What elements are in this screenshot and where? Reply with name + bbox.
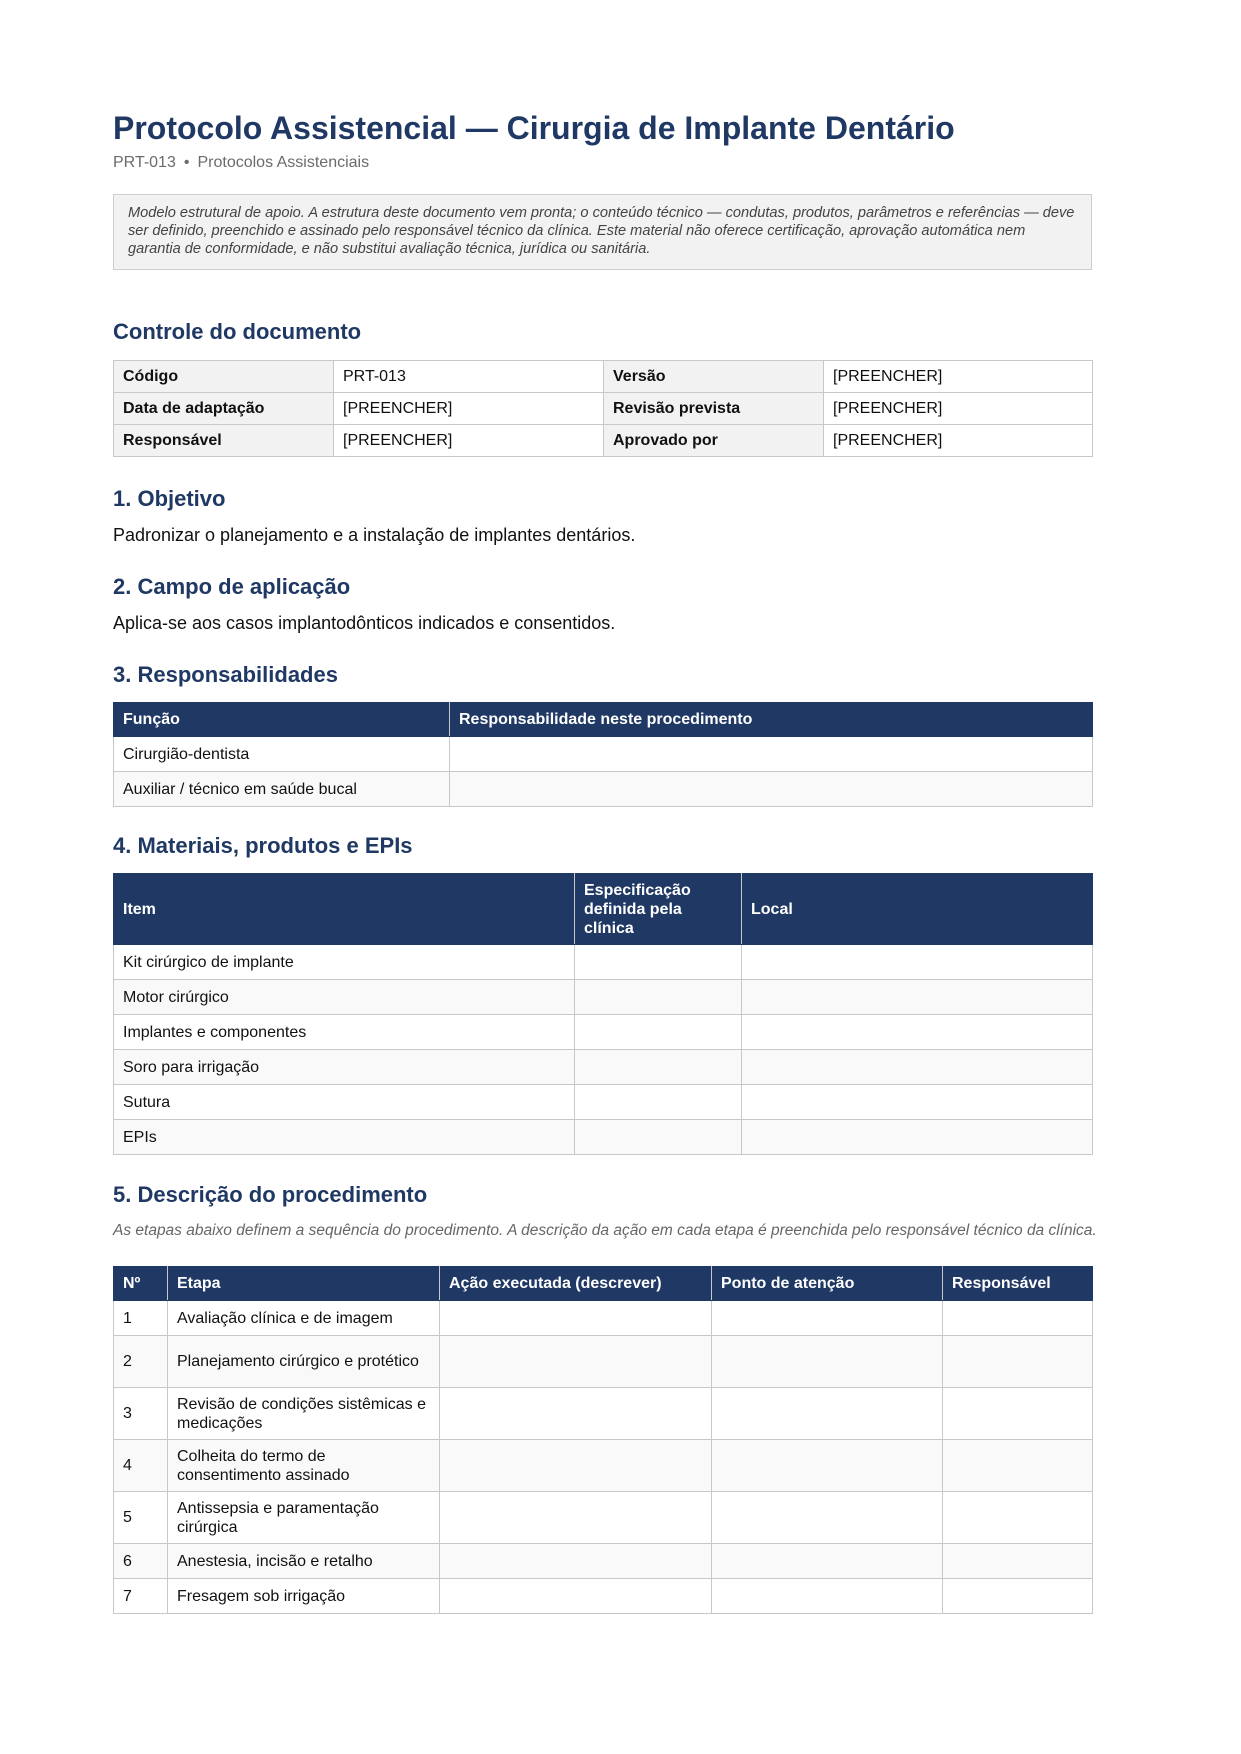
responsibilities-table	[113, 702, 1093, 807]
step-name: Fresagem sob irrigação	[168, 1579, 440, 1614]
control-key: Aprovado por	[604, 425, 824, 457]
column-header: Responsável	[943, 1267, 1093, 1301]
procedure-heading: 5. Descrição do procedimento	[113, 1182, 428, 1207]
local-cell	[742, 945, 1093, 980]
control-value: [PREENCHER]	[334, 393, 604, 425]
table-row	[114, 1579, 1093, 1614]
action-cell	[440, 1388, 712, 1440]
step-name: Anestesia, incisão e retalho	[168, 1544, 440, 1579]
table-row	[114, 980, 1093, 1015]
control-heading: Controle do documento	[113, 319, 362, 344]
step-number: 1	[114, 1301, 168, 1336]
table-row	[114, 1050, 1093, 1085]
table-row	[114, 1544, 1093, 1579]
responsible-cell	[943, 1440, 1093, 1492]
spec-cell	[575, 1120, 742, 1155]
table-row	[114, 1120, 1093, 1155]
objective-text: Padronizar o planejamento e a instalação de implantes dentários.	[113, 525, 636, 545]
table-row	[114, 1440, 1093, 1492]
item-cell: Soro para irrigação	[114, 1050, 575, 1085]
attention-cell	[712, 1544, 943, 1579]
spec-cell	[575, 1050, 742, 1085]
role-cell: Cirurgião-dentista	[114, 737, 450, 772]
control-table	[113, 360, 1093, 457]
responsibility-cell	[450, 772, 1093, 807]
role-cell: Auxiliar / técnico em saúde bucal	[114, 772, 450, 807]
scope-heading: 2. Campo de aplicação	[113, 574, 351, 599]
table-header-row	[114, 1267, 1093, 1301]
responsibilities-heading: 3. Responsabilidades	[113, 662, 338, 687]
item-cell: Implantes e componentes	[114, 1015, 575, 1050]
local-cell	[742, 1015, 1093, 1050]
control-value: [PREENCHER]	[824, 393, 1093, 425]
responsible-cell	[943, 1579, 1093, 1614]
table-row	[114, 393, 1093, 425]
document-code: PRT-013	[113, 154, 176, 171]
action-cell	[440, 1544, 712, 1579]
materials-heading: 4. Materiais, produtos e EPIs	[113, 833, 413, 858]
attention-cell	[712, 1579, 943, 1614]
materials-table	[113, 873, 1093, 1155]
control-key: Código	[114, 361, 334, 393]
responsible-cell	[943, 1544, 1093, 1579]
meta-separator: •	[183, 154, 190, 171]
column-header: Item	[114, 874, 575, 945]
responsible-cell	[943, 1388, 1093, 1440]
spec-cell	[575, 980, 742, 1015]
attention-cell	[712, 1388, 943, 1440]
step-name: Avaliação clínica e de imagem	[168, 1301, 440, 1336]
table-row	[114, 1085, 1093, 1120]
control-value: [PREENCHER]	[824, 425, 1093, 457]
column-header: Ponto de atenção	[712, 1267, 943, 1301]
action-cell	[440, 1301, 712, 1336]
column-header: Especificação definida pela clínica	[575, 874, 742, 945]
table-row	[114, 1492, 1093, 1544]
attention-cell	[712, 1301, 943, 1336]
item-cell: Sutura	[114, 1085, 575, 1120]
attention-cell	[712, 1336, 943, 1388]
procedure-table	[113, 1266, 1093, 1614]
step-number: 7	[114, 1579, 168, 1614]
objective-heading: 1. Objetivo	[113, 486, 226, 511]
table-row	[114, 361, 1093, 393]
control-key: Data de adaptação	[114, 393, 334, 425]
column-header: Local	[742, 874, 1093, 945]
local-cell	[742, 1050, 1093, 1085]
column-header: Nº	[114, 1267, 168, 1301]
table-row	[114, 425, 1093, 457]
action-cell	[440, 1440, 712, 1492]
spec-cell	[575, 1015, 742, 1050]
step-name: Antissepsia e paramentação cirúrgica	[168, 1492, 440, 1544]
procedure-hint: As etapas abaixo definem a sequência do procedimento. A descrição da ação em cada etapa é preenchida pelo responsável técnico da clínica.	[113, 1222, 1097, 1239]
step-number: 2	[114, 1336, 168, 1388]
step-name: Colheita do termo de consentimento assinado	[168, 1440, 440, 1492]
table-row	[114, 772, 1093, 807]
step-number: 6	[114, 1544, 168, 1579]
document-meta	[113, 154, 369, 172]
disclaimer-notice: Modelo estrutural de apoio. A estrutura deste documento vem pronta; o conteúdo técnico — condutas, produtos, parâmetros e referências — deve ser definido, preenchido e assinado pelo responsável técnico da clínica. Este material não oferece certificação, aprovação automática nem garantia de conformidade, e não substitui avaliação técnica, jurídica ou sanitária.	[113, 194, 1092, 270]
responsible-cell	[943, 1492, 1093, 1544]
table-row	[114, 1015, 1093, 1050]
scope-text: Aplica-se aos casos implantodônticos indicados e consentidos.	[113, 613, 616, 633]
column-header: Função	[114, 703, 450, 737]
control-key: Versão	[604, 361, 824, 393]
control-value: [PREENCHER]	[824, 361, 1093, 393]
control-value: PRT-013	[334, 361, 604, 393]
control-value: [PREENCHER]	[334, 425, 604, 457]
control-key: Responsável	[114, 425, 334, 457]
step-number: 4	[114, 1440, 168, 1492]
table-row	[114, 945, 1093, 980]
item-cell: Motor cirúrgico	[114, 980, 575, 1015]
column-header: Etapa	[168, 1267, 440, 1301]
step-name: Revisão de condições sistêmicas e medicações	[168, 1388, 440, 1440]
item-cell: EPIs	[114, 1120, 575, 1155]
step-name: Planejamento cirúrgico e protético	[168, 1336, 440, 1388]
document-title: Protocolo Assistencial — Cirurgia de Implante Dentário	[113, 110, 955, 146]
column-header: Ação executada (descrever)	[440, 1267, 712, 1301]
local-cell	[742, 980, 1093, 1015]
control-key: Revisão prevista	[604, 393, 824, 425]
column-header: Responsabilidade neste procedimento	[450, 703, 1093, 737]
responsible-cell	[943, 1301, 1093, 1336]
table-row	[114, 1388, 1093, 1440]
spec-cell	[575, 945, 742, 980]
action-cell	[440, 1336, 712, 1388]
document-category: Protocolos Assistenciais	[197, 154, 370, 171]
table-header-row	[114, 874, 1093, 945]
local-cell	[742, 1085, 1093, 1120]
spec-cell	[575, 1085, 742, 1120]
table-header-row	[114, 703, 1093, 737]
local-cell	[742, 1120, 1093, 1155]
action-cell	[440, 1492, 712, 1544]
attention-cell	[712, 1492, 943, 1544]
step-number: 3	[114, 1388, 168, 1440]
step-number: 5	[114, 1492, 168, 1544]
table-row	[114, 1336, 1093, 1388]
responsibility-cell	[450, 737, 1093, 772]
attention-cell	[712, 1440, 943, 1492]
item-cell: Kit cirúrgico de implante	[114, 945, 575, 980]
action-cell	[440, 1579, 712, 1614]
table-row	[114, 1301, 1093, 1336]
table-row	[114, 737, 1093, 772]
responsible-cell	[943, 1336, 1093, 1388]
